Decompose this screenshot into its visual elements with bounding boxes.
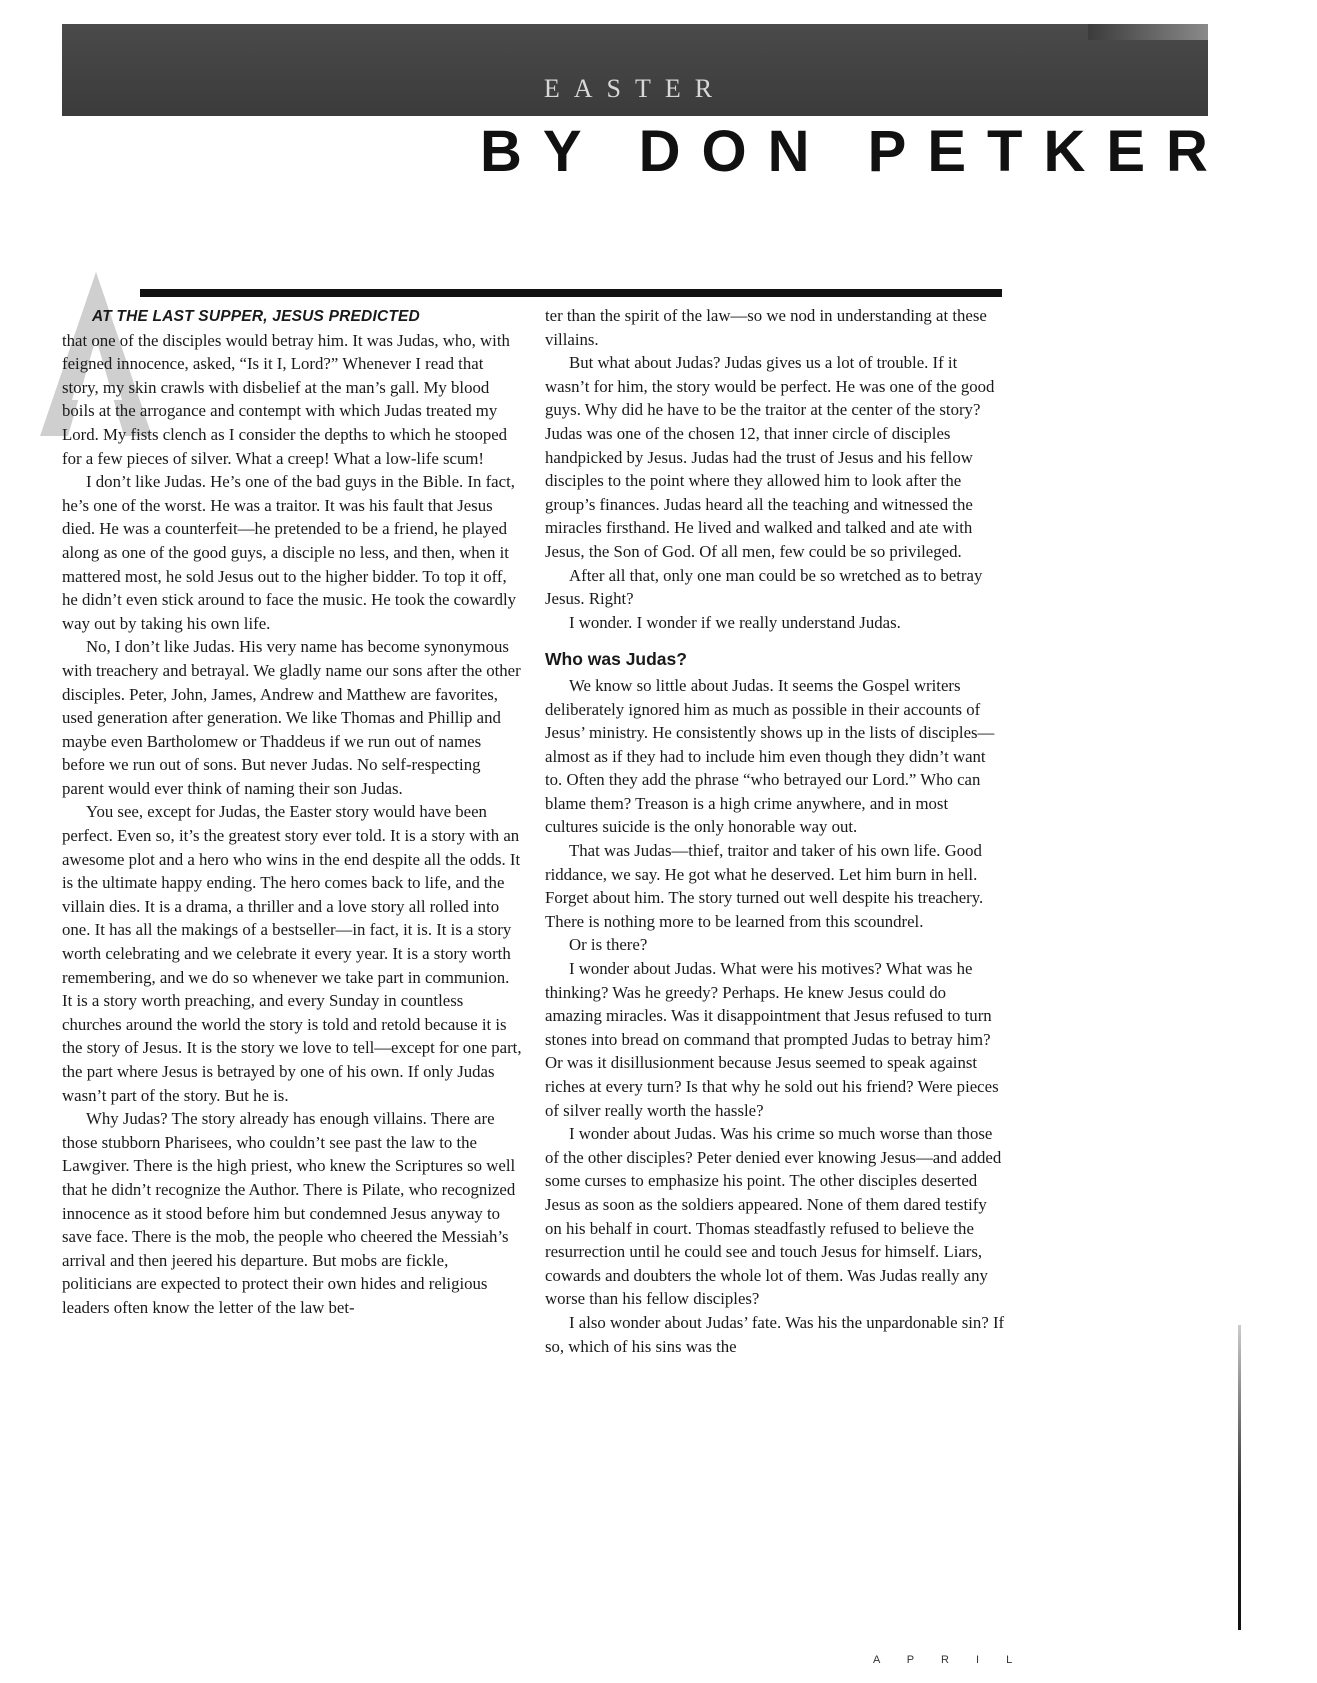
body-paragraph: After all that, only one man could be so wretched as to betray Jesus. Right? <box>545 565 983 609</box>
body-paragraph: But what about Judas? Judas gives us a lot of trouble. If it wasn’t for him, the story would be perfect. He was one of the good guys. Why did he have to be the traitor at the center of the story? Judas was one of the chosen 12, that inner circle of disciples handpicked by Jesus. Judas had the trust of Jesus and his fellow disciples to the point where they allowed him to look after the group’s finances. Judas heard all the teaching and witnessed the miracles firsthand. He lived and walked and talked and ate with Jesus, the Son of God. Of all men, few could be so privileged. <box>545 353 995 561</box>
body-paragraph: I also wonder about Judas’ fate. Was his the unpardonable sin? If so, which of his sins was the <box>545 1312 1005 1356</box>
continuation-paragraph: ter than the spirit of the law—so we nod in understanding at these villains. <box>545 306 987 349</box>
page-edge-line <box>1238 1325 1241 1630</box>
body-paragraph: You see, except for Judas, the Easter story would have been perfect. Even so, it’s the greatest story ever told. It is a story with an awesome plot and a hero who wins in the end despite all the odds. It is the ultimate happy ending. The hero comes back to life, and the villain dies. It is a drama, a thriller and a love story all rolled into one. It has all the makings of a bestseller—in fact, it is. It is a story worth celebrating and we celebrate it every year. It is a story worth remembering, and we do so whenever we take part in communion. It is a story worth preaching, and every Sunday in countless churches around the world the story is told and retold because it is the story of Jesus. It is the story we love to tell—except for one part, the part where Jesus is betrayed by one of his own. If only Judas wasn’t part of the story. But he is. <box>62 802 522 1105</box>
author-byline: BY DON PETKER <box>480 119 1229 184</box>
article-column-right <box>545 304 1005 1358</box>
section-kicker: EASTER <box>543 74 727 103</box>
lead-in: AT THE LAST SUPPER, JESUS PREDICTED <box>92 308 420 325</box>
body-paragraph: that one of the disciples would betray him. It was Judas, who, with feigned innocence, asked, “Is it I, Lord?” Whenever I read that story, my skin crawls with disbelief at the man’s gall. My blood boils at the arrogance and contempt with which Judas treated my Lord. My fists clench as I consider the depths to which he stooped for a few pieces of silver. What a creep! What a low-life scum! <box>62 330 510 468</box>
article-column-left <box>62 304 522 1320</box>
left-paragraphs <box>62 329 522 1320</box>
body-paragraph: No, I don’t like Judas. His very name has become synonymous with treachery and betrayal. We gladly name our sons after the other disciples. Peter, John, James, Andrew and Matthew are favorites, used generation after generation. We like Thomas and Phillip and maybe even Bartholomew or Thaddeus if we run out of names before we run out of sons. But never Judas. No self-respecting parent would ever think of naming their son Judas. <box>62 637 521 798</box>
right-paragraphs-b <box>545 674 1005 1358</box>
body-paragraph: That was Judas—thief, traitor and taker of his own life. Good riddance, we say. He got what he deserved. Let him burn in hell. Forget about him. The story turned out well despite his treachery. There is nothing more to be learned from this scoundrel. <box>545 841 984 931</box>
body-paragraph: I wonder. I wonder if we really understand Judas. <box>569 612 901 632</box>
right-paragraphs-a <box>545 351 1005 634</box>
body-paragraph: I wonder about Judas. Was his crime so much worse than those of the other disciples? Peter denied ever knowing Jesus—and added some curses to emphasize his point. The other disciples deserted Jesus as soon as the soldiers appeared. None of them dared testify on his behalf in court. Thomas steadfastly refused to believe the resurrection until he could see and touch Jesus for himself. Liars, cowards and doubters the whole lot of them. Was Judas really any worse than his fellow disciples? <box>545 1124 1002 1309</box>
body-paragraph: I don’t like Judas. He’s one of the bad guys in the Bible. In fact, he’s one of the worst. He was a traitor. It was his fault that Jesus died. He was a counterfeit—he pretended to be a friend, he played along as one of the good guys, a disciple no less, and then, when it mattered most, he sold Jesus out to the higher bidder. To top it off, he didn’t even stick around to face the music. He took the cowardly way out by taking his own life. <box>62 472 517 633</box>
body-paragraph: Or is there? <box>569 935 648 955</box>
body-paragraph: Why Judas? The story already has enough villains. There are those stubborn Pharisees, who couldn’t see past the law to the Lawgiver. There is the high priest, who knew the Scriptures so well that he didn’t recognize the Author. There is Pilate, who recognized innocence as it stood before him but condemned Jesus anyway to save face. There is the mob, the people who cheered the Messiah’s arrival and then jeered his departure. But mobs are fickle, politicians are expected to protect their own hides and religious leaders often know the letter of the law bet- <box>62 1109 516 1317</box>
body-paragraph: I wonder about Judas. What were his motives? What was he thinking? Was he greedy? Perhaps. He knew Jesus could do amazing miracles. Was it disappointment that Jesus refused to turn stones into bread on command that prompted Judas to betray him? Or was it disillusionment because Jesus seemed to speak against riches at every turn? Is that why he sold out his friend? Were pieces of silver really worth the hassle? <box>545 959 999 1120</box>
lead-in-wrapper <box>62 304 522 329</box>
title-rule <box>140 289 1002 297</box>
section-subhead: Who was Judas? <box>545 649 687 670</box>
body-paragraph: We know so little about Judas. It seems the Gospel writers deliberately ignored him as much as possible in their accounts of Jesus’ ministry. He consistently shows up in the lists of disciples—almost as if they had to include him even though they didn’t want to. Often they add the phrase “who betrayed our Lord.” Who can blame them? Treason is a high crime anywhere, and in most cultures suicide is the only honorable way out. <box>545 675 995 837</box>
footer-folio: A P R I L <box>873 1654 1025 1666</box>
header-band <box>62 24 1208 116</box>
